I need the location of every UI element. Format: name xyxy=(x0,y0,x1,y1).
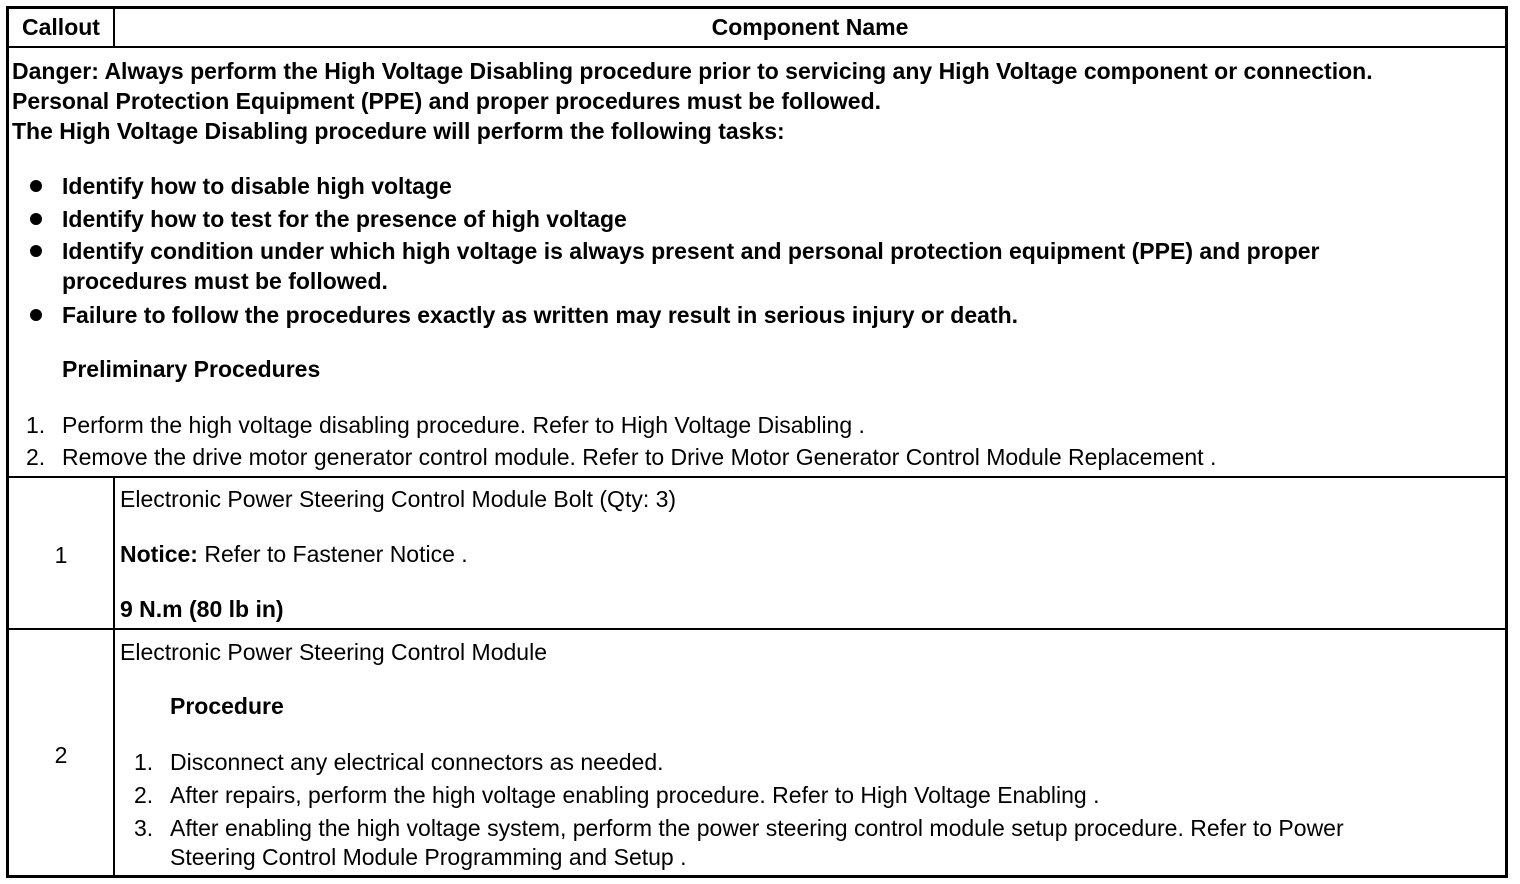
component-name-1: Electronic Power Steering Control Module Bolt (Qty: 3) xyxy=(120,486,677,512)
procedure-step-3: After enabling the high voltage system, perform the power steering control module setup procedure. Refer to Power xyxy=(170,815,1344,841)
notice-label: Notice: xyxy=(120,541,198,567)
bullet-icon xyxy=(30,309,42,321)
danger-bullet-2: Identify how to test for the presence of high voltage xyxy=(62,206,627,232)
procedure-step-1: Disconnect any electrical connectors as needed. xyxy=(170,749,664,775)
bullet-icon xyxy=(30,245,42,257)
procedure-step-3-cont: Steering Control Module Programming and Setup . xyxy=(170,844,687,870)
notice-text: Refer to Fastener Notice . xyxy=(197,541,468,567)
danger-line-1: Danger: Always perform the High Voltage Disabling procedure prior to servicing any High Voltage component or connection. xyxy=(12,58,1373,84)
body-column-divider xyxy=(113,476,115,878)
danger-bullet-1: Identify how to disable high voltage xyxy=(62,173,452,199)
preliminary-step-num: 2. xyxy=(26,444,46,470)
danger-bullet-3-cont: procedures must be followed. xyxy=(62,268,388,294)
callout-2: 2 xyxy=(54,742,68,768)
preliminary-step-1: Perform the high voltage disabling procedure. Refer to High Voltage Disabling . xyxy=(62,412,865,438)
procedure-step-num: 3. xyxy=(134,815,154,841)
danger-bullet-4: Failure to follow the procedures exactly as written may result in serious injury or death. xyxy=(62,302,1019,328)
torque-spec: 9 N.m (80 lb in) xyxy=(120,596,284,622)
header-component-name: Component Name xyxy=(711,14,909,40)
notice-line xyxy=(120,540,468,568)
row-divider-1 xyxy=(6,476,1508,478)
procedure-step-num: 1. xyxy=(134,749,154,775)
preliminary-step-num: 1. xyxy=(26,412,46,438)
danger-line-3: The High Voltage Disabling procedure will perform the following tasks: xyxy=(12,118,785,144)
preliminary-heading: Preliminary Procedures xyxy=(62,356,321,382)
row-divider-2 xyxy=(6,628,1508,630)
procedure-heading: Procedure xyxy=(170,693,284,719)
danger-bullet-3: Identify condition under which high voltage is always present and personal protection equipment (PPE) and proper xyxy=(62,238,1320,264)
component-name-2: Electronic Power Steering Control Module xyxy=(120,639,547,665)
danger-line-2: Personal Protection Equipment (PPE) and proper procedures must be followed. xyxy=(12,88,882,114)
bullet-icon xyxy=(30,180,42,192)
bullet-icon xyxy=(30,213,42,225)
preliminary-step-2: Remove the drive motor generator control module. Refer to Drive Motor Generator Control Module Replacement . xyxy=(62,444,1217,470)
procedure-step-num: 2. xyxy=(134,782,154,808)
procedure-step-2: After repairs, perform the high voltage enabling procedure. Refer to High Voltage Enabling . xyxy=(170,782,1100,808)
callout-1: 1 xyxy=(54,542,68,568)
header-divider xyxy=(6,46,1508,48)
header-callout: Callout xyxy=(22,14,100,40)
